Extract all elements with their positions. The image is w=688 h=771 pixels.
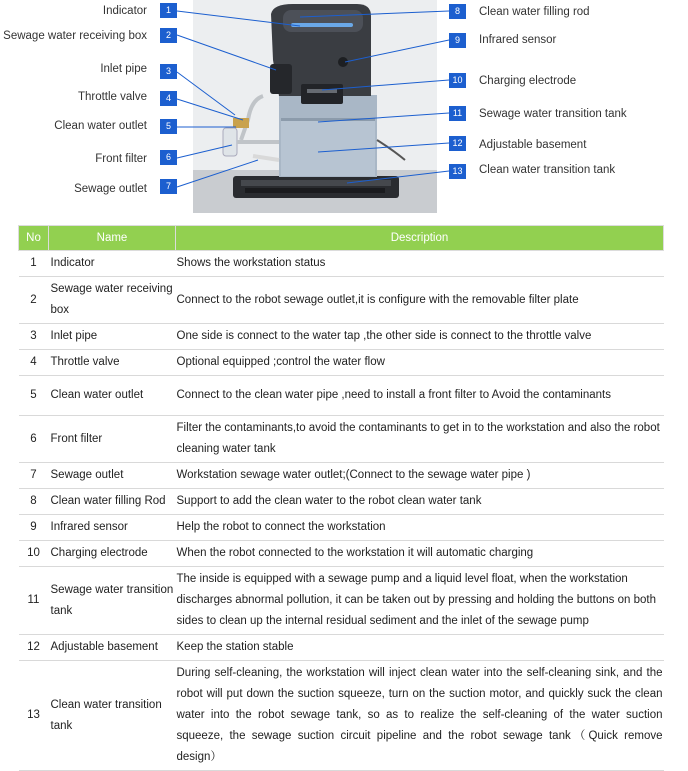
callout-label-sewage-outlet: Sewage outlet xyxy=(74,183,147,195)
callout-label-adjustable-basement: Adjustable basement xyxy=(479,139,587,151)
row-description: During self-cleaning, the workstation will inject clean water into the self-cleaning sink, and the robot will put down the suction squeeze, turn on the suction motor, and quickly suck the clean water into the robot sewage tank, so as to realize the self-cleaning of the water suction squeeze, the sewage suction circuit pipeline and the robot sewage tank（Quick remove design） xyxy=(176,661,664,771)
row-name: Sewage water receiving box xyxy=(49,277,176,324)
callout-number-4: 4 xyxy=(160,91,177,106)
row-number: 2 xyxy=(19,277,49,324)
callout-number-1: 1 xyxy=(160,3,177,18)
table-row xyxy=(19,251,664,277)
header-name: Name xyxy=(49,226,176,251)
row-name: Throttle valve xyxy=(49,350,176,376)
callout-number-8: 8 xyxy=(449,4,466,19)
row-name: Sewage water transition tank xyxy=(49,567,176,635)
row-name: Clean water outlet xyxy=(49,376,176,416)
row-description: Help the robot to connect the workstation xyxy=(176,515,664,541)
callout-number-13: 13 xyxy=(449,164,466,179)
row-number: 3 xyxy=(19,324,49,350)
row-name: Front filter xyxy=(49,416,176,463)
row-description: One side is connect to the water tap ,the other side is connect to the throttle valve xyxy=(176,324,664,350)
row-description: Support to add the clean water to the robot clean water tank xyxy=(176,489,664,515)
row-description: Optional equipped ;control the water flow xyxy=(176,350,664,376)
row-number: 11 xyxy=(19,567,49,635)
row-number: 8 xyxy=(19,489,49,515)
callout-label-charging-electrode: Charging electrode xyxy=(479,75,577,87)
table-row xyxy=(19,277,664,324)
row-number: 4 xyxy=(19,350,49,376)
callout-label-indicator: Indicator xyxy=(102,5,147,17)
row-name: Adjustable basement xyxy=(49,635,176,661)
callout-label-front-filter: Front filter xyxy=(95,153,147,165)
row-number: 12 xyxy=(19,635,49,661)
callout-number-2: 2 xyxy=(160,28,177,43)
table-row xyxy=(19,661,664,771)
row-name: Charging electrode xyxy=(49,541,176,567)
callout-number-10: 10 xyxy=(449,73,466,88)
callout-number-3: 3 xyxy=(160,64,177,79)
row-number: 5 xyxy=(19,376,49,416)
callout-number-6: 6 xyxy=(160,150,177,165)
row-description: Workstation sewage water outlet;(Connect to the sewage water pipe ) xyxy=(176,463,664,489)
table-row xyxy=(19,567,664,635)
row-number: 1 xyxy=(19,251,49,277)
row-description: Connect to the robot sewage outlet,it is configure with the removable filter plate xyxy=(176,277,664,324)
table-row xyxy=(19,489,664,515)
row-name: Clean water filling Rod xyxy=(49,489,176,515)
callout-label-infrared-sensor: Infrared sensor xyxy=(479,34,557,46)
workstation-diagram xyxy=(0,0,688,222)
table-row xyxy=(19,324,664,350)
row-number: 6 xyxy=(19,416,49,463)
row-description: The inside is equipped with a sewage pump and a liquid level float, when the workstation discharges abnormal pollution, it can be taken out by pressing and holding the buttons on both sides to clean up the internal residual sediment and the inlet of the sewage pump xyxy=(176,567,664,635)
callout-number-9: 9 xyxy=(449,33,466,48)
row-description: Shows the workstation status xyxy=(176,251,664,277)
row-name: Indicator xyxy=(49,251,176,277)
row-name: Infrared sensor xyxy=(49,515,176,541)
row-number: 7 xyxy=(19,463,49,489)
table-row xyxy=(19,635,664,661)
callout-number-7: 7 xyxy=(160,179,177,194)
callout-label-clean-water-rod: Clean water filling rod xyxy=(479,6,590,18)
callout-label-sewage-transition-tank: Sewage water transition tank xyxy=(479,108,627,120)
header-no: No xyxy=(19,226,49,251)
table-row xyxy=(19,376,664,416)
table-row xyxy=(19,541,664,567)
callout-label-throttle-valve: Throttle valve xyxy=(77,91,147,103)
row-name: Inlet pipe xyxy=(49,324,176,350)
table-header-row xyxy=(19,226,664,251)
callout-number-11: 11 xyxy=(449,106,466,121)
row-name: Clean water transition tank xyxy=(49,661,176,771)
callout-label-clean-water-outlet: Clean water outlet xyxy=(54,120,147,132)
component-table xyxy=(18,225,664,771)
row-description: Keep the station stable xyxy=(176,635,664,661)
row-description: Connect to the clean water pipe ,need to install a front filter to Avoid the contaminants xyxy=(176,376,664,416)
callout-label-clean-transition-tank: Clean water transition tank xyxy=(479,164,616,176)
row-name: Sewage outlet xyxy=(49,463,176,489)
row-number: 13 xyxy=(19,661,49,771)
callout-label-sewage-box: Sewage water receiving box xyxy=(3,30,147,42)
table-row xyxy=(19,350,664,376)
callout-number-12: 12 xyxy=(449,136,466,151)
row-description: Filter the contaminants,to avoid the contaminants to get in to the workstation and also the robot cleaning water tank xyxy=(176,416,664,463)
header-description: Description xyxy=(176,226,664,251)
table-row xyxy=(19,463,664,489)
row-number: 10 xyxy=(19,541,49,567)
callout-number-5: 5 xyxy=(160,119,177,134)
row-description: When the robot connected to the workstation it will automatic charging xyxy=(176,541,664,567)
callout-label-inlet-pipe: Inlet pipe xyxy=(100,63,147,75)
table-row xyxy=(19,515,664,541)
row-number: 9 xyxy=(19,515,49,541)
table-row xyxy=(19,416,664,463)
